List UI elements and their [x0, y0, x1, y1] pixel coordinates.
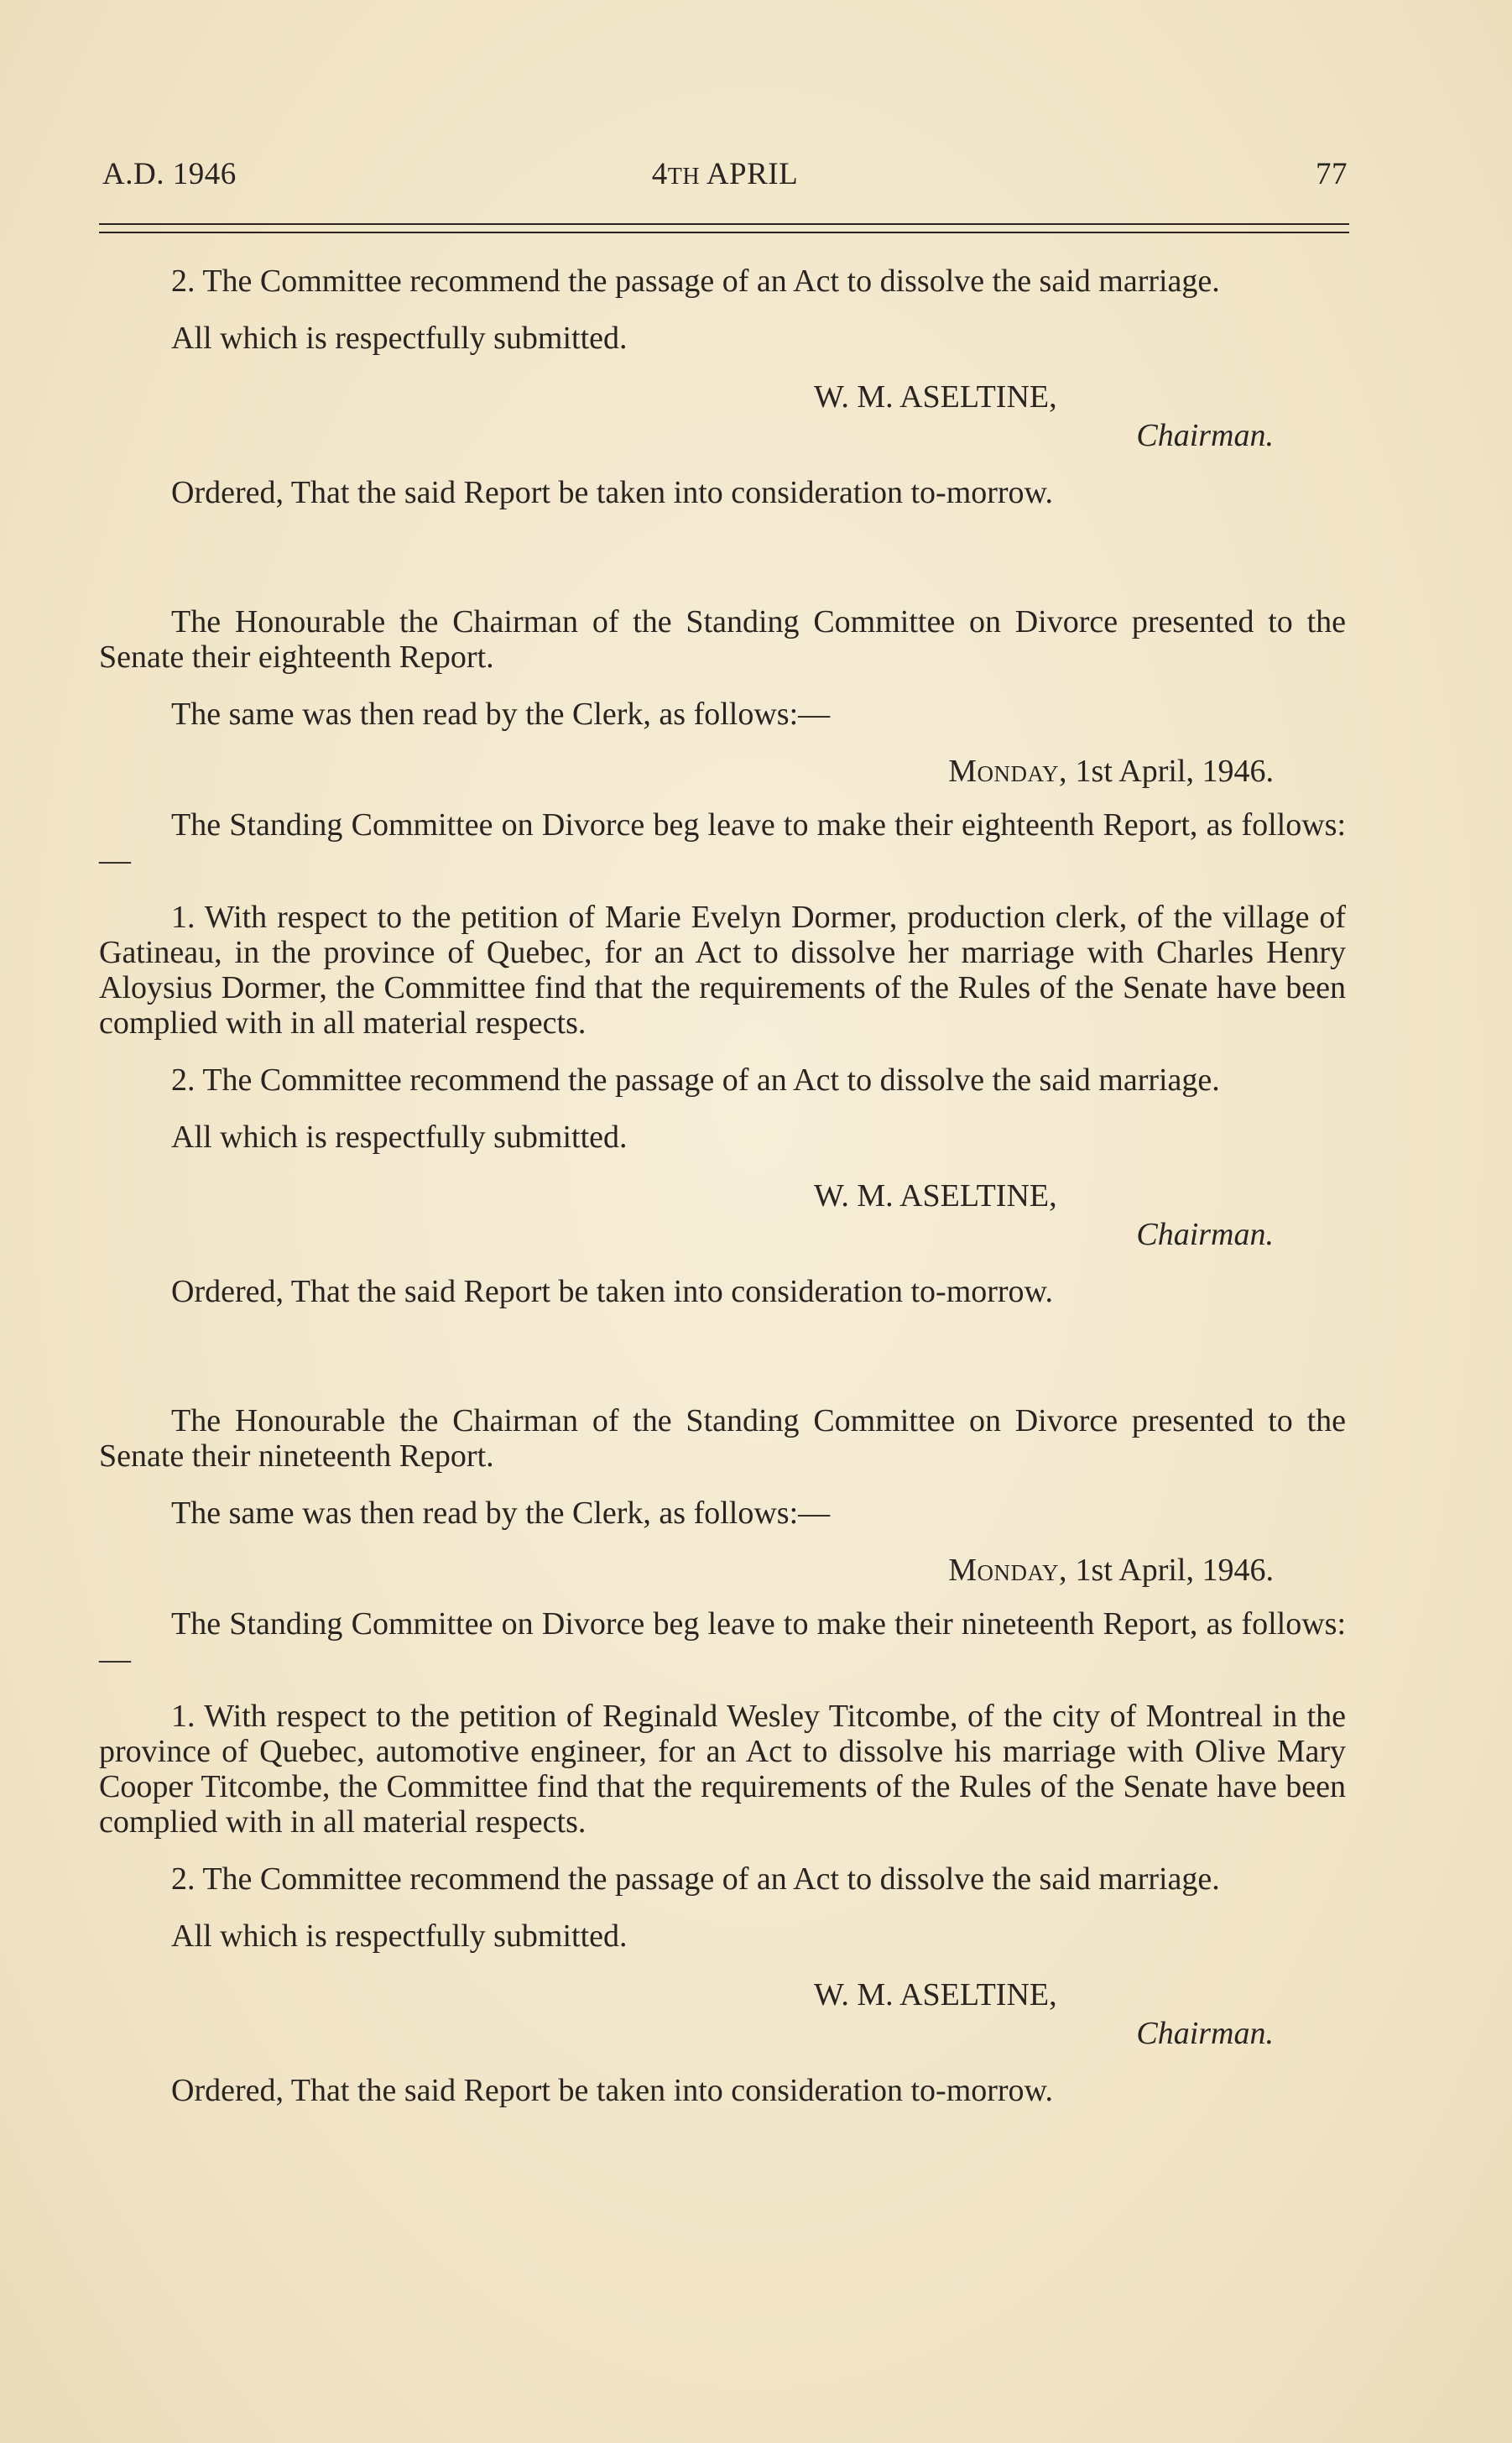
header-rule-top [99, 223, 1349, 225]
page-body [99, 264, 1346, 2108]
recommendation-paragraph: 2. The Committee recommend the passage of an Act to dissolve the said marriage. [171, 1861, 1220, 1897]
submitted-line: All which is respectfully submitted. [171, 1120, 628, 1155]
eighteenth-report [99, 604, 1346, 1309]
petition-paragraph: 1. With respect to the petition of Marie Evelyn Dormer, production clerk, of the village of Gatineau, in the province of Quebec, for an Act to dissolve her marriage with Charles Henry Aloysius Dormer, the Committee find that the requirements of the Rules of the Senate have been complied with in all material respects. [99, 900, 1346, 1041]
page-header [102, 156, 1348, 206]
submitted-line: All which is respectfully submitted. [171, 1918, 628, 1954]
section-spacer [99, 1309, 1346, 1403]
recommendation-paragraph: 2. The Committee recommend the passage of an Act to dissolve the said marriage. [171, 264, 1220, 299]
report-intro: The Honourable the Chairman of the Standing Committee on Divorce presented to the Senate their eighteenth Report. [99, 604, 1346, 675]
signature-name: W. M. ASELTINE, [814, 379, 1057, 415]
submitted-line: All which is respectfully submitted. [171, 321, 628, 356]
recommendation-paragraph: 2. The Committee recommend the passage of an Act to dissolve the said marriage. [171, 1062, 1220, 1098]
ordered-line: Ordered, That the said Report be taken into consideration to-morrow. [171, 2073, 1054, 2108]
header-rule-bottom [99, 232, 1349, 233]
signature-name: W. M. ASELTINE, [814, 1178, 1057, 1214]
report-dateline [99, 754, 1346, 789]
page-number: 77 [1316, 157, 1348, 191]
report-continuation [99, 264, 1346, 510]
beg-leave-paragraph: The Standing Committee on Divorce beg leave to make their nineteenth Report, as follows:— [99, 1606, 1346, 1677]
dateline-date: 1st April, 1946. [1075, 754, 1274, 789]
signature-title: Chairman. [1136, 2016, 1274, 2051]
header-date [102, 156, 1348, 192]
ordered-line: Ordered, That the said Report be taken into consideration to-morrow. [171, 1274, 1054, 1309]
signature-title: Chairman. [1136, 1217, 1274, 1252]
report-dateline [99, 1553, 1346, 1588]
report-intro: The Honourable the Chairman of the Standing Committee on Divorce presented to the Senate their nineteenth Report. [99, 1403, 1346, 1474]
header-date-month: APRIL [706, 157, 799, 191]
dateline-day: Monday, [948, 754, 1068, 789]
header-year: A.D. 1946 [102, 157, 237, 191]
section-spacer [99, 510, 1346, 604]
read-by-clerk-line: The same was then read by the Clerk, as follows:— [171, 1496, 831, 1531]
nineteenth-report [99, 1403, 1346, 2108]
signature-name: W. M. ASELTINE, [814, 1977, 1057, 2012]
read-by-clerk-line: The same was then read by the Clerk, as follows:— [171, 697, 831, 732]
petition-paragraph: 1. With respect to the petition of Reginald Wesley Titcombe, of the city of Montreal in the province of Quebec, automotive engineer, for an Act to dissolve his marriage with Olive Mary Cooper Titcombe, the Committee find that the requirements of the Rules of the Senate have been complied with in all material respects. [99, 1699, 1346, 1840]
beg-leave-paragraph: The Standing Committee on Divorce beg leave to make their eighteenth Report, as follows:— [99, 807, 1346, 878]
header-date-number: 4 [651, 157, 668, 191]
ordered-line: Ordered, That the said Report be taken into consideration to-morrow. [171, 475, 1054, 510]
header-date-suffix: TH [667, 164, 701, 190]
dateline-day: Monday, [948, 1553, 1068, 1588]
signature-title: Chairman. [1136, 418, 1274, 453]
dateline-date: 1st April, 1946. [1075, 1553, 1274, 1588]
